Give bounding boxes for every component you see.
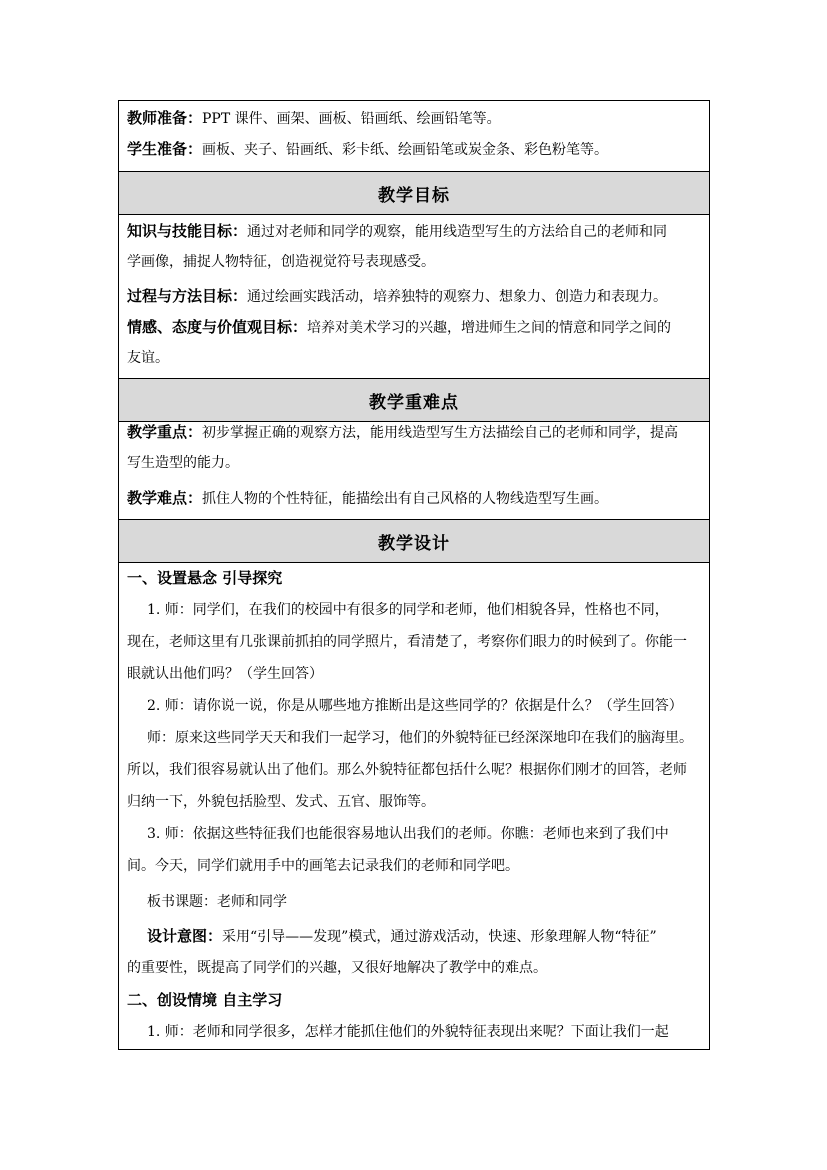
p4-line-1: 3. 师：依据这些特征我们也能很容易地认出我们的老师。你瞧：老师也来到了我们中: [147, 826, 669, 842]
p3-line-1: 师：原来这些同学天天和我们一起学习，他们的外貌特征已经深深地印在我们的脑海里。: [147, 730, 693, 746]
difficulty-line: [127, 483, 703, 515]
knowledge-goal-text-1: 通过对老师和同学的观察，能用线造型写生的方法给自己的老师和同: [247, 224, 668, 240]
section1-title: 一、设置悬念 引导探究: [127, 569, 283, 587]
knowledge-goal-text-2: 学画像，捕捉人物特征，创造视觉符号表现感受。: [127, 254, 435, 270]
focus-text-1: 初步掌握正确的观察方法，能用线造型写生方法描绘自己的老师和同学，提高: [202, 425, 679, 441]
section2-title: 二、创设情境 自主学习: [127, 991, 283, 1009]
intent-text-2: 的重要性，既提高了同学们的兴趣，又很好地解决了教学中的难点。: [127, 960, 547, 976]
process-goal-line: [127, 281, 703, 313]
lesson-plan-table: [118, 100, 710, 1050]
teacher-prep-line: [127, 103, 703, 135]
p4-line-2: 间。今天，同学们就用手中的画笔去记录我们的老师和同学吧。: [127, 858, 519, 874]
p1-line-3: 眼就认出他们吗？（学生回答）: [127, 666, 323, 682]
p5-line-1: 1. 师：老师和同学很多，怎样才能抓住他们的外貌特征表现出来呢？下面让我们一起: [147, 1024, 669, 1040]
p1-line-2: 现在，老师这里有几张课前抓拍的同学照片，看清楚了，考察你们眼力的时候到了。你能一: [127, 634, 687, 650]
teacher-prep-text: PPT 课件、画架、画板、铅画纸、绘画铅笔等。: [202, 111, 501, 127]
focus-line-1: [127, 417, 703, 449]
emotion-goal-label: 情感、态度与价值观目标：: [127, 318, 308, 336]
p3-line-2: 所以，我们很容易就认出了他们。那么外貌特征都包括什么呢？根据你们刚才的回答，老师: [127, 762, 687, 778]
p1-line-1: 1. 师：同学们，在我们的校园中有很多的同学和老师，他们相貌各异，性格也不同，: [147, 602, 669, 618]
focus-text-2: 写生造型的能力。: [127, 455, 239, 471]
key-heading: 教学重难点: [119, 378, 709, 422]
teacher-prep-label: 教师准备：: [127, 109, 203, 127]
p2-line-1: 2. 师：请你说一说，你是从哪些地方推断出是这些同学的？依据是什么？（学生回答）: [147, 698, 683, 714]
emotion-goal-text-2: 友谊。: [127, 350, 169, 366]
process-goal-text: 通过绘画实践活动，培养独特的观察力、想象力、创造力和表现力。: [247, 289, 668, 305]
student-prep-label: 学生准备：: [127, 140, 203, 158]
focus-label: 教学重点：: [127, 423, 203, 441]
difficulty-label: 教学难点：: [127, 489, 203, 507]
student-prep-line: [127, 134, 703, 166]
board-title: 板书课题：老师和同学: [147, 894, 287, 910]
emotion-goal-line-1: [127, 312, 703, 344]
intent-label: 设计意图：: [147, 927, 223, 945]
difficulty-text: 抓住人物的个性特征，能描绘出有自己风格的人物线造型写生画。: [202, 491, 609, 507]
process-goal-label: 过程与方法目标：: [127, 287, 248, 305]
p3-line-3: 归纳一下，外貌包括脸型、发式、五官、服饰等。: [127, 794, 435, 810]
goals-heading: 教学目标: [119, 171, 709, 215]
knowledge-goal-label: 知识与技能目标：: [127, 222, 248, 240]
student-prep-text: 画板、夹子、铅画纸、彩卡纸、绘画铅笔或炭金条、彩色粉笔等。: [202, 142, 609, 158]
intent-text-1: 采用“引导——发现”模式，通过游戏活动，快速、形象理解人物“特征”: [222, 929, 657, 945]
design-heading: 教学设计: [119, 519, 709, 563]
emotion-goal-text-1: 培养对美术学习的兴趣，增进师生之间的情意和同学之间的: [307, 320, 672, 336]
intent-line-1: [127, 921, 703, 953]
knowledge-goal-line-1: [127, 216, 703, 248]
